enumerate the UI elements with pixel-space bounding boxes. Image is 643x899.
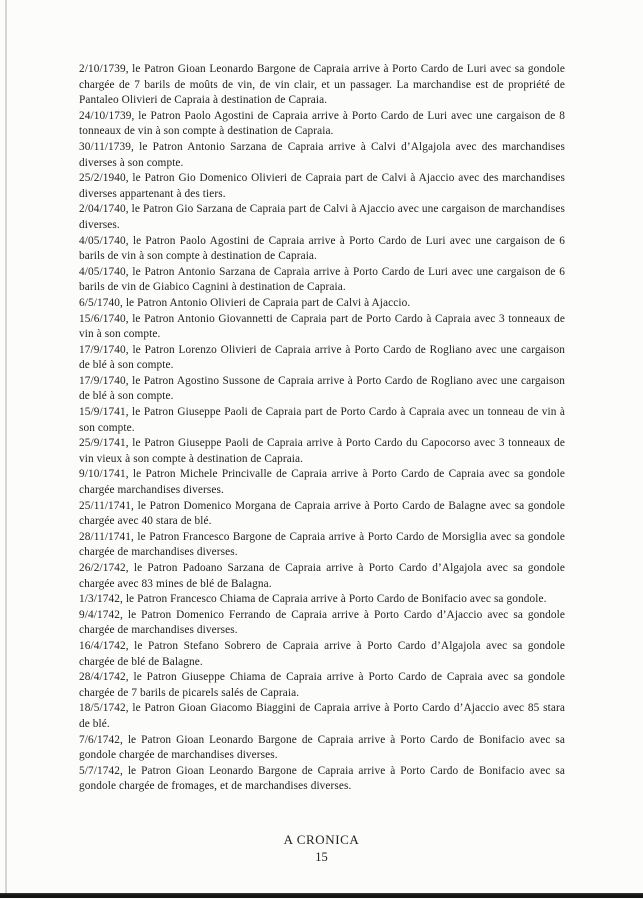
log-entry: 17/9/1740, le Patron Lorenzo Olivieri de Capraia arrive à Porto Cardo de Rogliano avec une cargaison de blé à son compte. [79, 343, 565, 372]
page-number: 15 [315, 850, 328, 864]
page-footer [0, 832, 643, 865]
log-entry: 9/10/1741, le Patron Michele Princivalle de Capraia arrive à Porto Cardo de Capraia avec sa gondole chargée marchandises diverses. [79, 468, 565, 497]
log-entry: 7/6/1742, le Patron Gioan Leonardo Bargone de Capraia arrive à Porto Cardo de Bonifacio avec sa gondole chargée de marchandises diverses. [79, 733, 565, 762]
log-entry: 25/2/1940, le Patron Gio Domenico Olivieri de Capraia part de Calvi à Ajaccio avec des marchandises diverses appartenant à des tiers. [79, 172, 565, 200]
log-entry: 24/10/1739, le Patron Paolo Agostini de Capraia arrive à Porto Cardo de Luri avec une cargaison de 8 tonneaux de vin à son compte à destination de Capraia. [79, 109, 565, 138]
log-entries [79, 62, 565, 795]
log-entry: 15/9/1741, le Patron Giuseppe Paoli de Capraia part de Porto Cardo à Capraia avec un tonneau de vin à son compte. [79, 406, 565, 434]
log-entry: 15/6/1740, le Patron Antonio Giovannetti de Capraia part de Porto Cardo à Capraia avec 3 tonneaux de vin à son compte. [79, 312, 565, 341]
scan-bottom-bar [0, 893, 643, 898]
log-entry: 2/10/1739, le Patron Gioan Leonardo Bargone de Capraia arrive à Porto Cardo de Luri avec sa gondole chargée de 7 barils de moûts de vin, de vin clair, et un passager. La marchandise est de propriété de Pantaleo Olivieri de Capraia à destination de Capraia. [79, 63, 565, 107]
log-entry: 25/9/1741, le Patron Giuseppe Paoli de Capraia arrive à Porto Cardo du Capocorso avec 3 tonneaux de vin vieux à son compte à destination de Capraia. [79, 437, 565, 465]
log-entry: 18/5/1742, le Patron Gioan Giacomo Biaggini de Capraia arrive à Porto Cardo d’Ajaccio avec 85 stara de blé. [79, 702, 565, 730]
log-entry: 4/05/1740, le Patron Antonio Sarzana de Capraia arrive à Porto Cardo de Luri avec une cargaison de 6 barils de vin de Giabico Cagnini à destination de Capraia. [79, 265, 565, 294]
scan-edge-line [5, 0, 7, 893]
log-entry: 26/2/1742, le Patron Padoano Sarzana de Capraia arrive à Porto Cardo d’Algajola avec sa gondole chargée avec 83 mines de blé de Balagna. [79, 562, 565, 590]
log-entry: 30/11/1739, le Patron Antonio Sarzana de Capraia arrive à Calvi d’Algajola avec des marchandises diverses à son compte. [79, 140, 565, 169]
log-entry: 28/4/1742, le Patron Giuseppe Chiama de Capraia arrive à Porto Cardo de Capraia avec sa gondole chargée de 7 barils de picarels salés de Capraia. [79, 671, 565, 699]
log-entry: 17/9/1740, le Patron Agostino Sussone de Capraia arrive à Porto Cardo de Rogliano avec une cargaison de blé à son compte. [79, 374, 565, 403]
footer-title: A CRONICA [283, 832, 360, 847]
log-entry: 5/7/1742, le Patron Gioan Leonardo Bargone de Capraia arrive à Porto Cardo de Bonifacio avec sa gondole chargée de fromages, et de marchandises diverses. [79, 764, 565, 793]
log-entry: 2/04/1740, le Patron Gio Sarzana de Capraia part de Calvi à Ajaccio avec une cargaison de marchandises diverses. [79, 203, 565, 231]
log-entry: 28/11/1741, le Patron Francesco Bargone de Capraia arrive à Porto Cardo de Morsiglia avec sa gondole chargée de marchandises diverses. [79, 530, 565, 559]
log-entry: 16/4/1742, le Patron Stefano Sobrero de Capraia arrive à Porto Cardo d’Algajola avec sa gondole chargée de blé de Balagne. [79, 639, 565, 668]
log-entry: 4/05/1740, le Patron Paolo Agostini de Capraia arrive à Porto Cardo de Luri avec une cargaison de 6 barils de vin à son compte à destination de Capraia. [79, 234, 565, 263]
log-entry: 6/5/1740, le Patron Antonio Olivieri de Capraia part de Calvi à Ajaccio. [79, 296, 411, 309]
log-entry: 1/3/1742, le Patron Francesco Chiama de Capraia arrive à Porto Cardo de Bonifacio avec sa gondole. [79, 593, 547, 606]
log-entry: 9/4/1742, le Patron Domenico Ferrando de Capraia arrive à Porto Cardo d’Ajaccio avec sa gondole chargée de marchandises diverses. [79, 608, 565, 637]
log-entry: 25/11/1741, le Patron Domenico Morgana de Capraia arrive à Porto Cardo de Balagne avec sa gondole chargée avec 40 stara de blé. [79, 499, 565, 528]
